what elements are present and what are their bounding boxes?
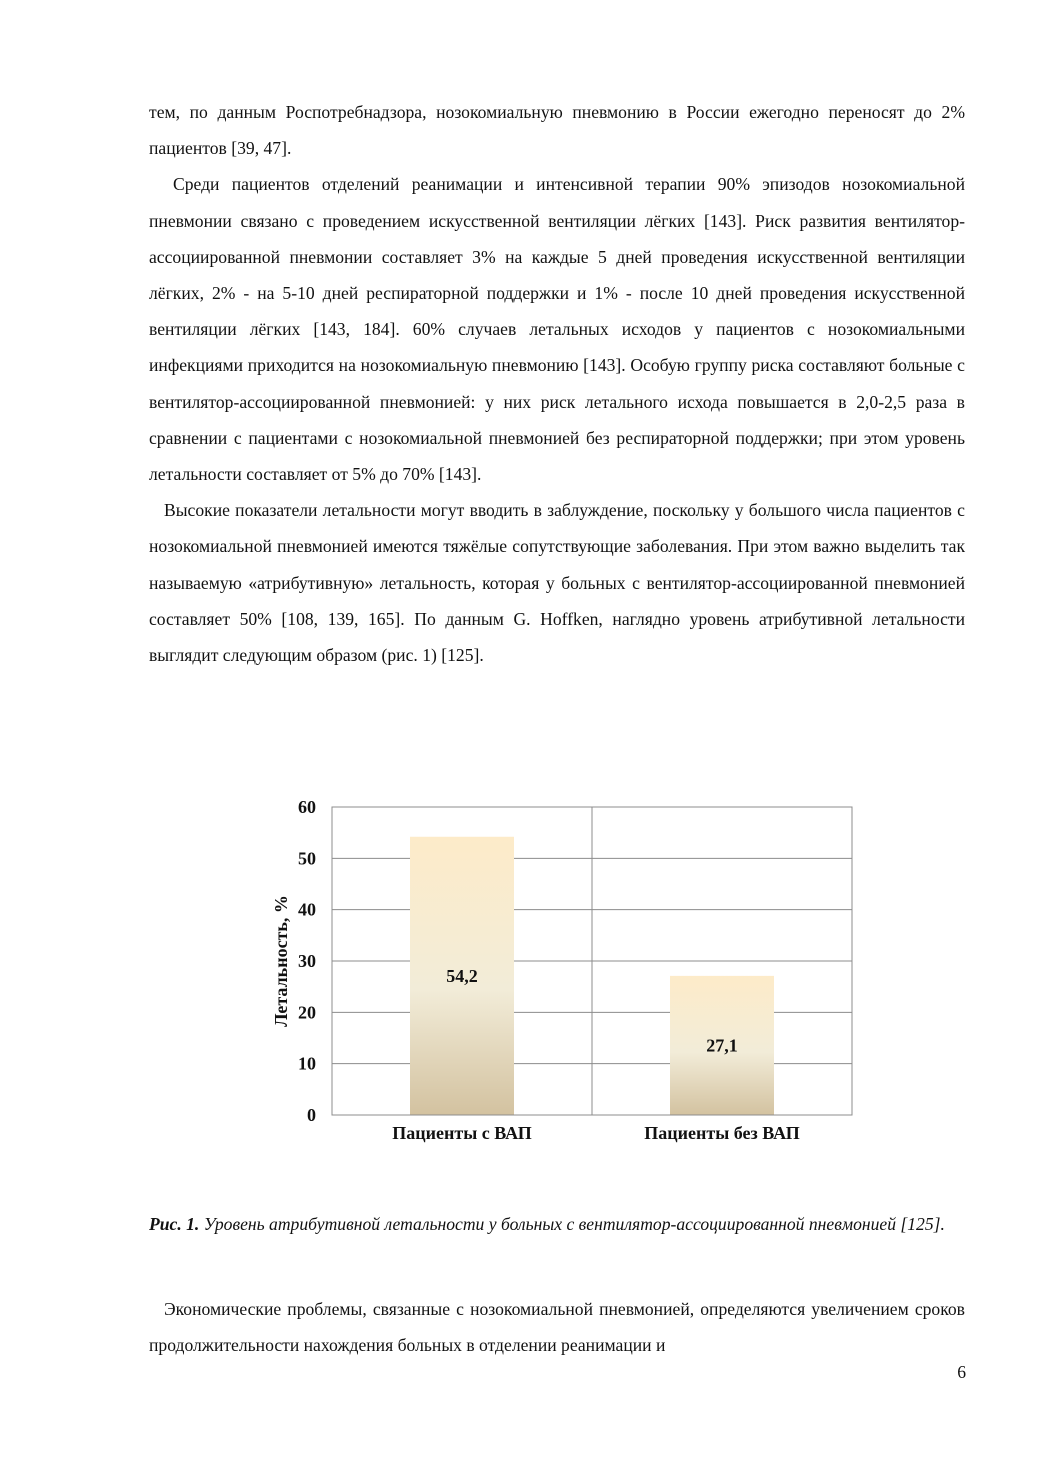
page-number: 6 [957,1362,966,1382]
paragraph: Экономические проблемы, связанные с нозокомиальной пневмонией, определяются увеличением сроков продолжительности нахождения больных в отделении реанимации и [149,1299,965,1356]
body-text-bottom [149,1291,965,1363]
y-tick-labels [298,797,316,1125]
x-tick-label: Пациенты без ВАП [644,1123,800,1143]
x-tick-label: Пациенты с ВАП [392,1123,532,1143]
paragraph: тем, по данным Роспотребнадзора, нозокомиальную пневмонию в России ежегодно переносят до 2% пациентов [39, 47]. [149,102,965,159]
paragraph: Высокие показатели летальности могут вводить в заблуждение, поскольку у большого числа пациентов с нозокомиальной пневмонией имеются тяжёлые сопутствующие заболевания. При этом важно выделить так называемую «атрибутивную» летальность, которая у больных с вентилятор-ассоциированной пневмонией составляет 50% [108, 139, 165]. По данным G. Hoffken, наглядно уровень атрибутивной летальности выглядит следующим образом (рис. 1) [125]. [149,500,965,666]
figure-label: Рис. 1. [149,1214,200,1234]
y-tick-label: 10 [298,1053,316,1074]
figure-caption-text: Уровень атрибутивной летальности у больных с вентилятор-ассоциированной пневмонией [125]. [203,1214,945,1234]
y-tick-label: 0 [307,1105,316,1125]
y-tick-label: 50 [298,848,316,869]
mortality-bar-chart [262,790,862,1160]
y-tick-label: 40 [298,899,316,920]
x-tick-labels [392,1123,799,1143]
y-tick-label: 20 [298,1002,316,1023]
chart-canvas [262,790,862,1160]
figure-caption [149,1212,965,1237]
y-tick-label: 30 [298,951,316,971]
y-tick-label: 60 [298,797,316,817]
data-label: 27,1 [706,1035,738,1056]
data-label: 54,2 [446,965,478,986]
paragraph: Среди пациентов отделений реанимации и интенсивной терапии 90% эпизодов нозокомиальной пневмонии связано с проведением искусственной вентиляции лёгких [143]. Риск развития вентилятор-ассоциированной пневмонии составляет 3% на каждые 5 дней проведения искусственной вентиляции лёгких, 2% - на 5-10 дней респираторной поддержки и 1% - после 10 дней проведения искусственной вентиляции лёгких [143, 184]. 60% случаев летальных исходов у пациентов с нозокомиальными инфекциями приходится на нозокомиальную пневмонию [143]. Особую группу риска составляют больные с вентилятор-ассоциированной пневмонией: у них риск летального исхода повышается в 2,0-2,5 раза в сравнении с пациентами с нозокомиальной пневмонией без респираторной поддержки; при этом уровень летальности составляет от 5% до 70% [143]. [149,174,965,485]
body-text-top [149,94,965,673]
y-axis-label: Летальность, % [271,895,291,1027]
